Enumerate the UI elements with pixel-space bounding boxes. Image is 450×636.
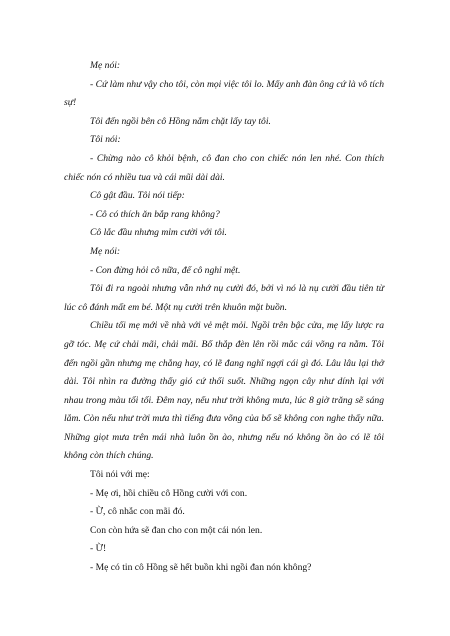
paragraph: - Ừ, cô nhắc con mãi đó.: [90, 506, 185, 518]
document-body: [64, 57, 384, 578]
paragraph: Con còn hứa sẽ đan cho con một cái nón len.: [90, 524, 263, 536]
paragraph: Mẹ nói:: [90, 245, 121, 257]
paragraph: Tôi nói:: [90, 134, 121, 146]
paragraph: Tôi nói với mẹ:: [90, 469, 150, 481]
paragraph: - Mẹ ơi, hồi chiều cô Hồng cười với con.: [90, 487, 248, 499]
paragraph: - Mẹ có tin cô Hồng sẽ hết buồn khi ngồi đan nón không?: [90, 562, 312, 574]
paragraph: - Con đừng hỏi cô nữa, để cô nghỉ mệt.: [90, 264, 241, 276]
paragraph: Cô lắc đầu nhưng mỉm cười với tôi.: [90, 227, 227, 239]
paragraph: Tôi đến ngồi bên cô Hồng nắm chặt lấy tay tôi.: [90, 115, 271, 127]
paragraph: Tôi đi ra ngoài nhưng vẫn nhớ nụ cười đó, bởi vì nó là nụ cười đầu tiên từ lúc cô đánh mất em bé. Một nụ cười trên khuôn mặt buồn.: [64, 283, 384, 313]
paragraph: - Ừ!: [90, 543, 107, 555]
paragraph: - Cô có thích ăn bắp rang không?: [90, 208, 220, 220]
paragraph: - Cứ làm như vậy cho tôi, còn mọi việc tôi lo. Mấy anh đàn ông cứ là vô tích sự!: [64, 78, 384, 109]
paragraph: Chiều tối mẹ mới về nhà với vẻ mệt mỏi. Ngồi trên bậc cửa, mẹ lấy lược ra gỡ tóc. Mẹ cứ chải mãi, chải mãi. Bố thắp đèn lên rồi mắc cái võng ra nằm. Tôi đến ngồi gần nhưng mẹ chẳng hay, có lẽ đang nghĩ ngợi cái gì đó. Lâu lâu lại thở dài. Tôi nhìn ra đường thấy gió cứ thổi suốt. Những ngọn cây như dính lại với nhau trong màu tối tối. Đêm nay, nếu như trời không mưa, lúc 8 giờ trăng sẽ sáng lắm. Còn nếu như trời mưa thì tiếng đưa võng của bố sẽ không con nghe thấy nữa. Những giọt mưa trên mái nhà luôn ồn ào, nhưng nếu nó không ồn ào có lẽ tôi không còn thích chúng.: [64, 320, 384, 462]
paragraph: Mẹ nói:: [90, 60, 121, 71]
paragraph: Cô gật đầu. Tôi nói tiếp:: [90, 190, 185, 202]
paragraph: - Chừng nào cô khỏi bệnh, cô đan cho con chiếc nón len nhé. Con thích chiếc nón có nhiều tua và cái mũi dài dài.: [64, 152, 384, 183]
